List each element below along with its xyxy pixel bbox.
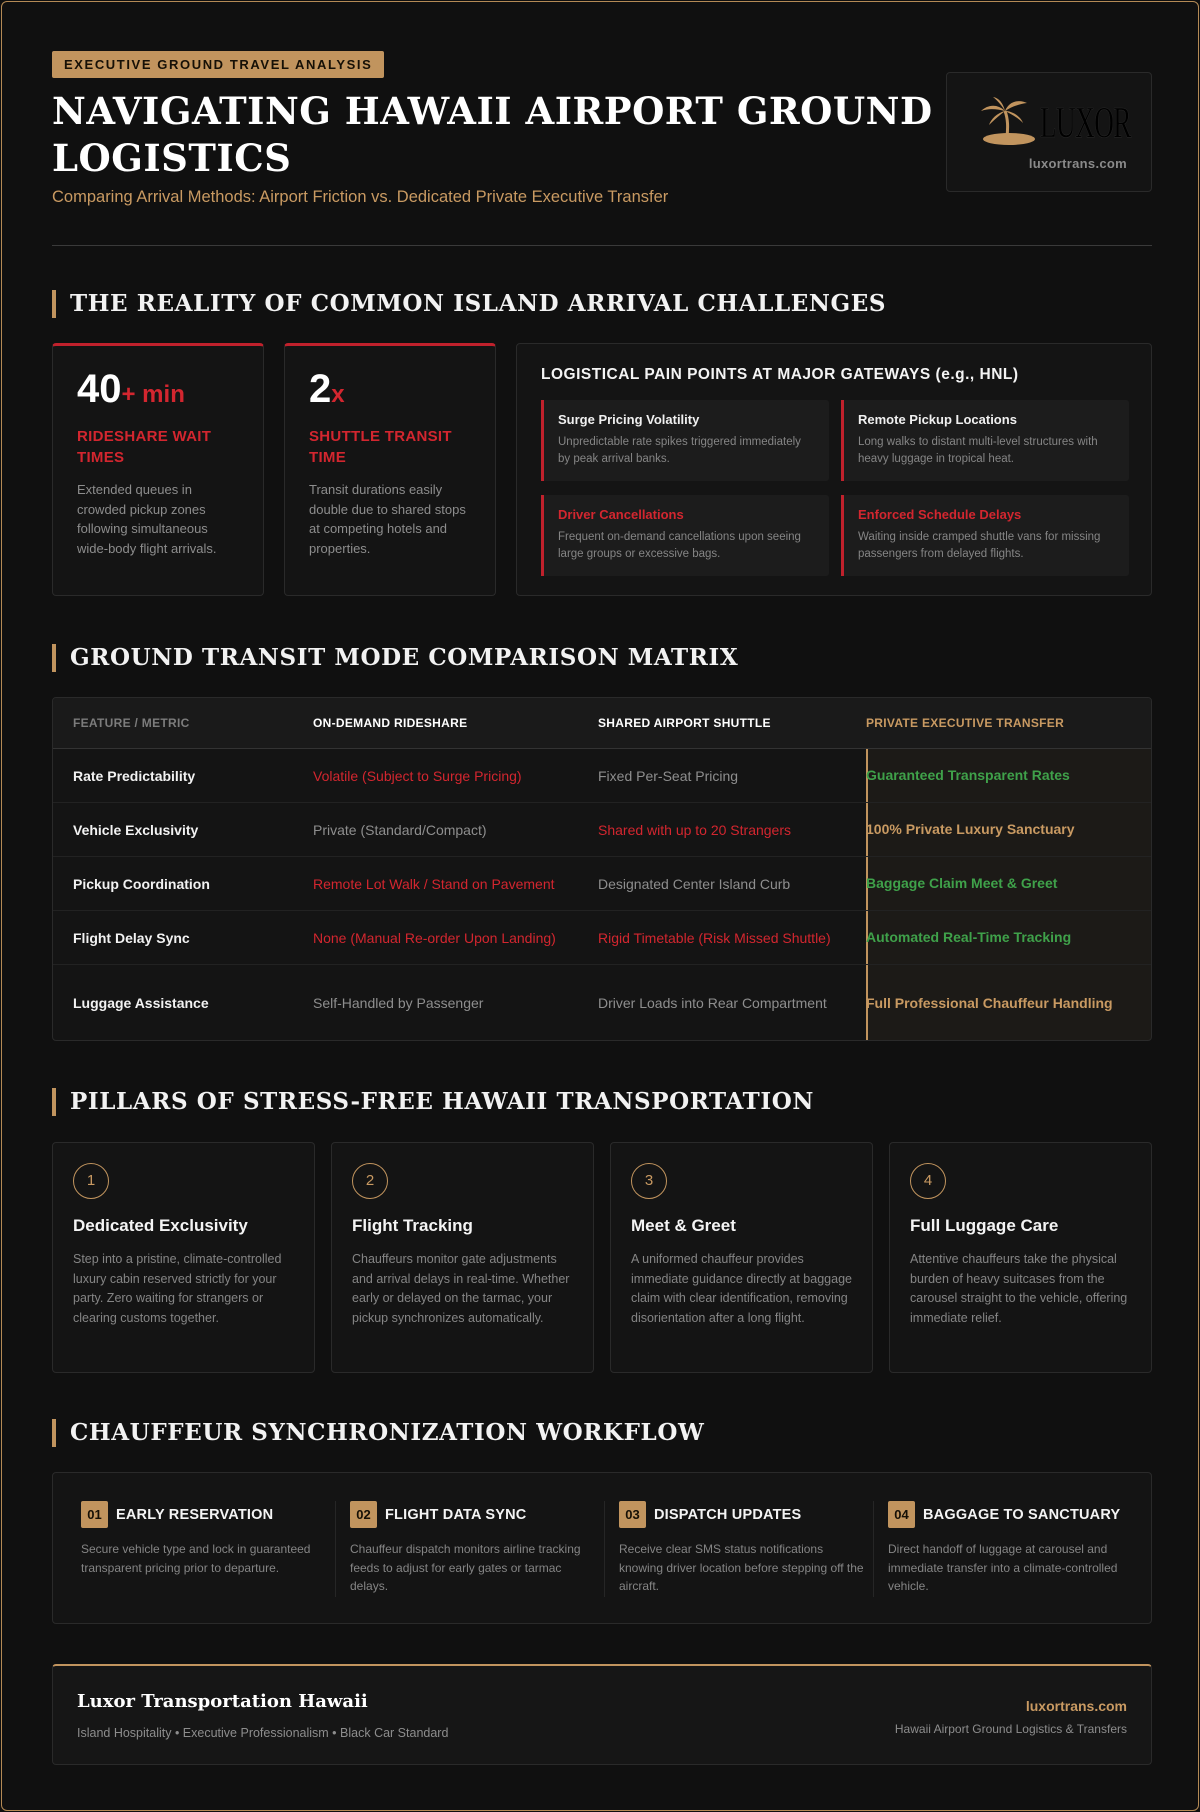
section-heading-challenges: THE REALITY OF COMMON ISLAND ARRIVAL CHALLENGES (52, 290, 886, 318)
step-badge: 01 (81, 1501, 108, 1528)
pillar-card-luggage-care (889, 1142, 1152, 1373)
matrix-feature-cell: Pickup Coordination (73, 875, 210, 892)
section-heading-pillars: PILLARS OF STRESS-FREE HAWAII TRANSPORTATION (52, 1088, 814, 1116)
pain-item-driver-cancellations (541, 495, 829, 576)
matrix-cell: Fixed Per-Seat Pricing (598, 767, 739, 784)
stat-value (77, 366, 239, 418)
logo-wordmark: LUXOR (1040, 98, 1131, 147)
header-divider (52, 245, 1152, 246)
pain-item-title: Remote Pickup Locations (858, 412, 1017, 427)
matrix-cell: 100% Private Luxury Sanctuary (866, 821, 1075, 837)
stat-description: Extended queues in crowded pickup zones following simultaneous wide-body flight arrivals. (77, 482, 217, 556)
pain-item-desc: Waiting inside cramped shuttle vans for missing passengers from delayed flights. (858, 531, 1101, 560)
step-badge: 03 (619, 1501, 646, 1528)
step-description: Receive clear SMS status notifications knowing driver location before stepping off the aircraft. (619, 1542, 864, 1593)
pillar-title: Flight Tracking (352, 1216, 473, 1235)
matrix-cell: Designated Center Island Curb (598, 875, 791, 892)
matrix-row (53, 749, 1152, 803)
step-badge: 04 (888, 1501, 915, 1528)
workflow-step (350, 1501, 595, 1601)
pillar-description: Step into a pristine, climate-controlled luxury cabin reserved strictly for your party. Zero waiting for strangers or clearing customs together. (73, 1252, 282, 1325)
kicker-badge: EXECUTIVE GROUND TRAVEL ANALYSIS (52, 51, 384, 78)
pain-item-title: Driver Cancellations (558, 507, 684, 522)
matrix-cell: Private (Standard/Compact) (313, 821, 487, 838)
step-badge: 02 (350, 1501, 377, 1528)
pillar-number: 4 (910, 1163, 946, 1199)
page-subtitle: Comparing Arrival Methods: Airport Friction vs. Dedicated Private Executive Transfer (52, 188, 669, 206)
pain-item-desc: Frequent on-demand cancellations upon seeing large groups or excessive bags. (558, 531, 801, 560)
footer-subline: Hawaii Airport Ground Logistics & Transfers (894, 1722, 1127, 1736)
step-divider (604, 1501, 605, 1597)
matrix-cell: Baggage Claim Meet & Greet (866, 875, 1058, 891)
matrix-header-cell: FEATURE / METRIC (73, 716, 190, 730)
matrix-cell: Driver Loads into Rear Compartment (598, 995, 827, 1011)
brand-logo[interactable] (946, 72, 1152, 192)
pillar-title: Full Luggage Care (910, 1216, 1059, 1235)
matrix-cell: Self-Handled by Passenger (313, 995, 484, 1011)
matrix-cell: Remote Lot Walk / Stand on Pavement (313, 875, 555, 892)
step-description: Direct handoff of luggage at carousel and immediate transfer into a climate-controlled vehicle. (888, 1542, 1118, 1593)
matrix-header-cell: SHARED AIRPORT SHUTTLE (598, 716, 771, 730)
pillar-card-flight-tracking (331, 1142, 594, 1373)
step-divider (873, 1501, 874, 1597)
pillar-number: 2 (352, 1163, 388, 1199)
footer (52, 1664, 1152, 1765)
workflow-step (619, 1501, 864, 1601)
pillar-description: Chauffeurs monitor gate adjustments and arrival delays in real-time. Whether early or delayed on the tarmac, your pickup synchronizes automatically. (352, 1252, 570, 1325)
workflow-panel (52, 1472, 1152, 1624)
section-heading-matrix: GROUND TRANSIT MODE COMPARISON MATRIX (52, 644, 738, 672)
pillar-card-exclusivity (52, 1142, 315, 1373)
step-description: Chauffeur dispatch monitors airline tracking feeds to adjust for early gates or tarmac delays. (350, 1542, 581, 1593)
matrix-cell: Automated Real-Time Tracking (866, 929, 1072, 945)
pain-item-schedule-delays (841, 495, 1129, 576)
pain-item-surge-pricing (541, 400, 829, 481)
matrix-row (53, 911, 1152, 965)
matrix-row (53, 803, 1152, 857)
matrix-header-row (53, 698, 1152, 749)
matrix-feature-cell: Flight Delay Sync (73, 929, 190, 946)
stat-card-shuttle (284, 343, 496, 596)
pain-points-grid (541, 400, 1129, 576)
matrix-cell: Shared with up to 20 Strangers (598, 821, 792, 838)
pain-points-title: LOGISTICAL PAIN POINTS AT MAJOR GATEWAYS (e.g., HNL) (541, 366, 1019, 383)
pain-item-desc: Unpredictable rate spikes triggered immediately by peak arrival banks. (558, 436, 801, 465)
stat-label: SHUTTLE TRANSIT TIME (309, 428, 452, 466)
palm-island-icon (977, 95, 1037, 147)
footer-url-link[interactable]: luxortrans.com (1025, 1698, 1127, 1714)
step-title: FLIGHT DATA SYNC (385, 1506, 527, 1523)
stat-card-rideshare (52, 343, 264, 596)
matrix-cell: None (Manual Re-order Upon Landing) (313, 929, 556, 946)
step-title: BAGGAGE TO SANCTUARY (923, 1506, 1121, 1523)
stat-unit: x (331, 381, 345, 408)
pillar-title: Dedicated Exclusivity (73, 1216, 248, 1235)
matrix-row (53, 857, 1152, 911)
step-description: Secure vehicle type and lock in guaranteed transparent pricing prior to departure. (81, 1542, 311, 1575)
page-frame (1, 1, 1199, 1811)
logo-url[interactable]: luxortrans.com (1028, 156, 1127, 171)
matrix-cell: Full Professional Chauffeur Handling (866, 994, 1113, 1011)
matrix-feature-cell: Vehicle Exclusivity (73, 821, 199, 838)
stat-number: 2 (309, 367, 332, 411)
comparison-matrix (52, 697, 1152, 1041)
matrix-row (53, 965, 1152, 1041)
step-title: EARLY RESERVATION (116, 1506, 274, 1523)
stat-number: 40 (77, 367, 122, 411)
pain-item-remote-pickup (841, 400, 1129, 481)
pain-points-panel (516, 343, 1152, 596)
pillar-number: 3 (631, 1163, 667, 1199)
matrix-feature-cell: Luggage Assistance (73, 995, 209, 1011)
stat-unit: + min (121, 381, 185, 408)
pillar-title: Meet & Greet (631, 1216, 736, 1235)
matrix-header-cell: ON-DEMAND RIDESHARE (313, 716, 468, 730)
section-heading-workflow: CHAUFFEUR SYNCHRONIZATION WORKFLOW (52, 1419, 704, 1447)
pillar-number: 1 (73, 1163, 109, 1199)
stat-label: RIDESHARE WAIT TIMES (77, 428, 212, 466)
pain-item-title: Surge Pricing Volatility (558, 412, 700, 427)
pillar-card-meet-greet (610, 1142, 873, 1373)
matrix-cell: Volatile (Subject to Surge Pricing) (313, 767, 522, 784)
step-title: DISPATCH UPDATES (654, 1506, 802, 1523)
matrix-cell: Rigid Timetable (Risk Missed Shuttle) (598, 929, 831, 946)
pain-item-title: Enforced Schedule Delays (858, 507, 1022, 522)
footer-tagline: Island Hospitality • Executive Professionalism • Black Car Standard (77, 1726, 449, 1740)
pain-item-desc: Long walks to distant multi-level structures with heavy luggage in tropical heat. (858, 436, 1098, 465)
pillar-description: A uniformed chauffeur provides immediate guidance directly at baggage claim with clear identification, removing disorientation after a long flight. (631, 1252, 852, 1325)
workflow-step (81, 1501, 326, 1601)
step-divider (335, 1501, 336, 1597)
stat-value (309, 366, 471, 418)
workflow-step (888, 1501, 1133, 1601)
matrix-cell: Guaranteed Transparent Rates (866, 767, 1070, 783)
matrix-header-cell: PRIVATE EXECUTIVE TRANSFER (866, 715, 1065, 730)
pillar-description: Attentive chauffeurs take the physical burden of heavy suitcases from the carousel straight to the vehicle, offering immediate relief. (910, 1252, 1128, 1325)
footer-company-name: Luxor Transportation Hawaii (77, 1691, 368, 1712)
page-title: NAVIGATING HAWAII AIRPORT GROUND LOGISTICS (52, 89, 933, 180)
matrix-feature-cell: Rate Predictability (73, 767, 196, 784)
stat-description: Transit durations easily double due to shared stops at competing hotels and properties. (309, 482, 466, 556)
